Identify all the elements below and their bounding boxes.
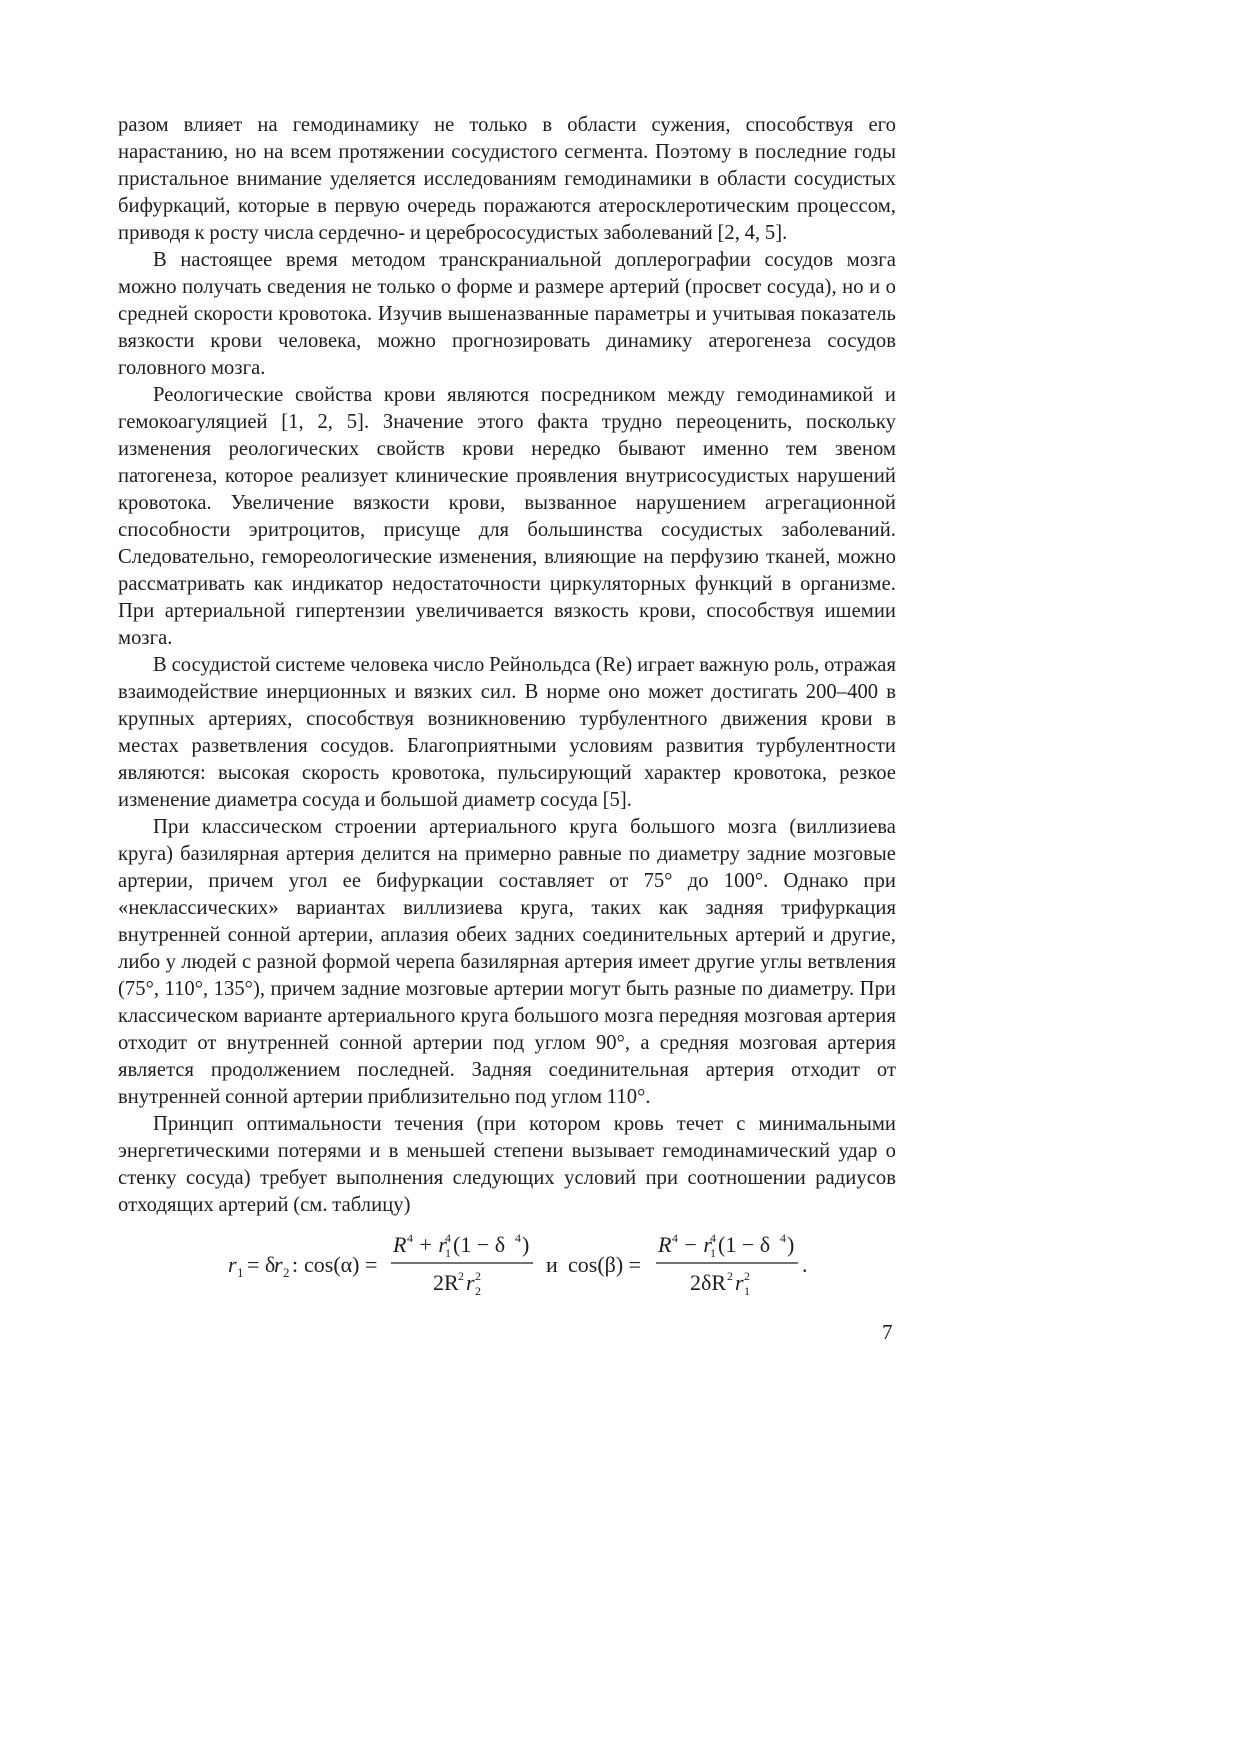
formula-connector: и	[546, 1252, 558, 1277]
paragraph-6: Принцип оптимальности течения (при котором кровь течет с минимальными энергетическими потерями и в меньшей степени вызывает гемодинамический удар о стенку сосуда) требует выполнения следующих условий при соотношении радиусов отходящих артерий (см. таблицу)	[118, 1113, 896, 1216]
formula-eq-delta: = δ	[247, 1252, 276, 1277]
page-number: 7	[882, 1320, 893, 1344]
formula-beta-den-sup: 2	[727, 1269, 733, 1283]
formula-alpha-num-close: )	[522, 1232, 530, 1257]
formula-beta-num-r: − r	[683, 1232, 712, 1257]
formula-beta-num-tail: (1 − δ	[718, 1232, 771, 1257]
paragraph-5: При классическом строении артериального круга большого мозга (виллизиева круга) базилярная артерия делится на примерно равные по диаметру задние мозговые артерии, причем угол ее бифуркации составляет от 75° до 100°. Однако при «неклассических» вариантах виллизиева круга, таких как задняя трифуркация внутренней сонной артерии, аплазия обеих задних соединительных артерий и другие, либо у людей с разной формой черепа базилярная артерия имеет другие углы ветвления (75°, 110°, 135°), причем задние мозговые артерии могут быть разные по диаметру. При классическом варианте артериального круга большого мозга передняя мозговая артерия отходит от внутренней сонной артерии под углом 90°, а средняя мозговая артерия является продолжением последней. Задняя соединительная артерия отходит от внутренней сонной артерии приблизительно под углом 110°.	[118, 816, 896, 1108]
formula-beta-den-r: r	[735, 1270, 744, 1295]
formula-alpha-num-delta-sup: 4	[515, 1232, 521, 1245]
formula-beta-den-r-sup: 2	[744, 1269, 750, 1283]
formula-lhs-r1: r	[228, 1252, 237, 1277]
formula-alpha-den-r-sup: 2	[475, 1269, 481, 1283]
formula-alpha-num-r: + r	[418, 1232, 447, 1257]
formula-cos-alpha: cos(α) =	[304, 1252, 378, 1277]
formula-cos-beta: cos(β) =	[568, 1252, 642, 1277]
formula-beta-num-r-sup: 4	[710, 1232, 716, 1245]
paragraph-1: разом влияет на гемодинамику не только в области сужения, способствуя его нарастанию, но на всем протяжении сосудистого сегмента. Поэтому в последние годы пристальное внимание уделяется исследованиям гемодинамики в области сосудистых бифуркаций, которые в первую очередь поражаются атеросклеротическим процессом, приводя к росту числа сердечно- и цереброcосудистых заболеваний [2, 4, 5].	[118, 114, 896, 244]
formula-beta-num-r-sub: 1	[710, 1246, 716, 1260]
formula-alpha-num-R: R	[393, 1232, 407, 1257]
formula-beta-den: 2δR	[690, 1270, 727, 1295]
formula-lhs-sub1: 1	[237, 1265, 244, 1280]
formula-colon: :	[292, 1252, 299, 1277]
formula-alpha-den-sup: 2	[458, 1269, 464, 1283]
formula-alpha-num-R-sup: 4	[407, 1232, 413, 1245]
formula-alpha-num-r-sup: 4	[445, 1232, 451, 1245]
formula-beta-num-close: )	[787, 1232, 795, 1257]
formula-alpha-den-r: r	[466, 1270, 475, 1295]
formula-alpha-den-r-sub: 2	[475, 1284, 481, 1298]
formula-beta-num-R: R	[658, 1232, 672, 1257]
formula-beta-num-delta-sup: 4	[780, 1232, 786, 1245]
paragraph-4: В сосудистой системе человека число Рейнольдса (Re) играет важную роль, отражая взаимодействие инерционных и вязких сил. В норме оно может достигать 200–400 в крупных артериях, способствуя возникновению турбулентного движения крови в местах разветвления сосудов. Благоприятными условиям развития турбулентности являются: высокая скорость кровотока, пульсирующий характер кровотока, резкое изменение диаметра сосуда и большой диаметр сосуда [5].	[118, 654, 896, 811]
paragraph-2: В настоящее время методом транскраниальной доплерографии сосудов мозга можно получать сведения не только о форме и размере артерий (просвет сосуда), но и о средней скорости кровотока. Изучив вышеназванные параметры и учитывая показатель вязкости крови человека, можно прогнозировать динамику атерогенеза сосудов головного мозга.	[118, 249, 896, 379]
paragraph-3: Реологические свойства крови являются посредником между гемодинамикой и гемокоагуляцией [1, 2, 5]. Значение этого факта трудно переоценить, поскольку изменения реологических свойств крови нередко бывают именно тем звеном патогенеза, которое реализует клинические проявления внутрисосудистых нарушений кровотока. Увеличение вязкости крови, вызванное нарушением агрегационной способности эритроцитов, присуще для большинства сосудистых заболеваний. Следовательно, гемореологические изменения, влияющие на перфузию тканей, можно рассматривать как индикатор недостаточности циркуляторных функций в организме. При артериальной гипертензии увеличивается вязкость крови, способствуя ишемии мозга.	[118, 384, 896, 649]
formula-lhs-sub2: 2	[283, 1265, 290, 1280]
formula-end-dot: .	[802, 1252, 808, 1277]
formula-block	[228, 1232, 828, 1302]
formula-alpha-den: 2R	[433, 1270, 459, 1295]
formula-svg	[228, 1232, 828, 1302]
formula-alpha-num-tail: (1 − δ	[453, 1232, 506, 1257]
document-body	[118, 112, 896, 1219]
formula-alpha-num-r-sub: 1	[445, 1246, 451, 1260]
formula-lhs-r2: r	[274, 1252, 283, 1277]
formula-beta-num-R-sup: 4	[672, 1232, 678, 1245]
formula-beta-den-r-sub: 1	[744, 1284, 750, 1298]
